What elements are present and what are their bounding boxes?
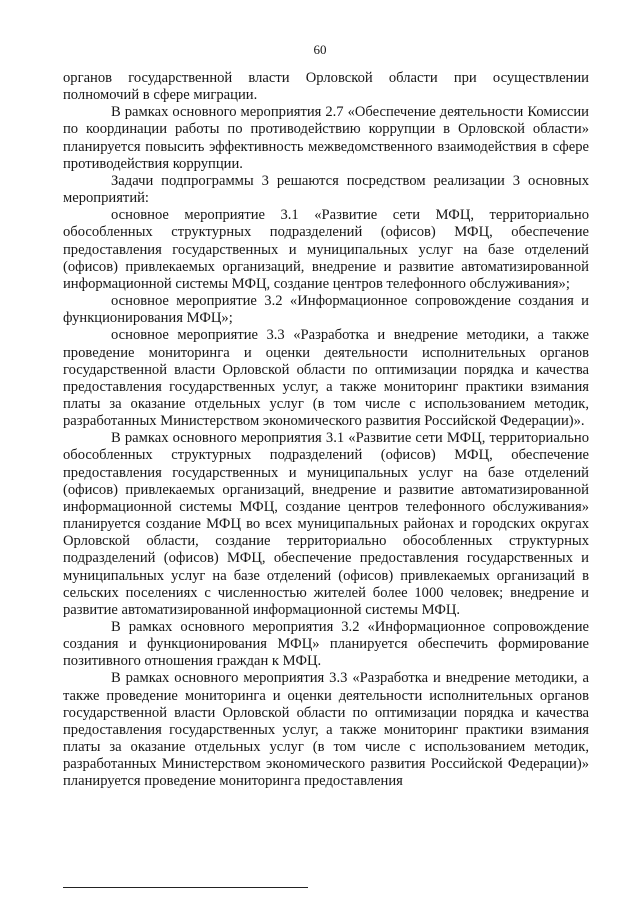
paragraph-activity-3-3-plan: В рамках основного мероприятия 3.3 «Разработка и внедрение методики, а также проведение мониторинга и оценки деятельности исполнительных органов государственной власти Орловской области по оптимизации порядка и качества предоставления государственных услуг, а также мониторинг практики взимания платы за оказание отдельных услуг (в том числе с использованием методик, разработанных Министерством экономического развития Российской Федерации)» планируется проведение мониторинга предоставления bbox=[63, 670, 589, 790]
paragraph-activity-3-3-item: основное мероприятие 3.3 «Разработка и внедрение методики, а также проведение мониторинга и оценки деятельности исполнительных органов государственной власти Орловской области по оптимизации порядка и качества предоставления государственных услуг, а также мониторинг практики взимания платы за оказание отдельных услуг (в том числе с использованием методик, разработанных Министерством экономического развития Российской Федерации)». bbox=[63, 327, 589, 430]
paragraph-activity-3-2-item: основное мероприятие 3.2 «Информационное сопровождение создания и функционирования МФЦ»; bbox=[63, 293, 589, 327]
paragraph-activity-3-1-plan: В рамках основного мероприятия 3.1 «Развитие сети МФЦ, территориально обособленных структурных подразделений (офисов) МФЦ, обеспечение предоставления государственных и муниципальных услуг на базе отделений (офисов) привлекаемых организаций, внедрение и развитие автоматизированной информационной системы МФЦ, создание центров телефонного обслуживания» планируется создание МФЦ во всех муниципальных районах и городских округах Орловской области, создание территориально обособленных структурных подразделений (офисов) МФЦ, обеспечение предоставления государственных и муниципальных услуг на базе отделений (офисов) привлекаемых организаций в сельских поселениях с численностью жителей более 1000 человек; внедрение и развитие автоматизированной информационной системы МФЦ. bbox=[63, 430, 589, 618]
paragraph-continuation: органов государственной власти Орловской области при осуществлении полномочий в сфере миграции. bbox=[63, 70, 589, 104]
footnote-divider bbox=[63, 887, 308, 888]
paragraph-activity-3-1-item: основное мероприятие 3.1 «Развитие сети МФЦ, территориально обособленных структурных подразделений (офисов) МФЦ, обеспечение предоставления государственных и муниципальных услуг на базе отделений (офисов) привлекаемых организаций, внедрение и развитие автоматизированной информационной системы МФЦ, создание центров телефонного обслуживания»; bbox=[63, 207, 589, 292]
paragraph-activity-3-2-plan: В рамках основного мероприятия 3.2 «Информационное сопровождение создания и функционирования МФЦ» планируется обеспечить формирование позитивного отношения граждан к МФЦ. bbox=[63, 619, 589, 670]
page-number: 60 bbox=[313, 42, 327, 57]
paragraph-subprogram-3-tasks: Задачи подпрограммы 3 решаются посредством реализации 3 основных мероприятий: bbox=[63, 172, 589, 207]
paragraph-activity-2-7: В рамках основного мероприятия 2.7 «Обеспечение деятельности Комиссии по координации работы по противодействию коррупции в Орловской области» планируется повысить эффективность межведомственного взаимодействия в сфере противодействия коррупции. bbox=[63, 104, 589, 172]
document-body bbox=[63, 70, 589, 791]
